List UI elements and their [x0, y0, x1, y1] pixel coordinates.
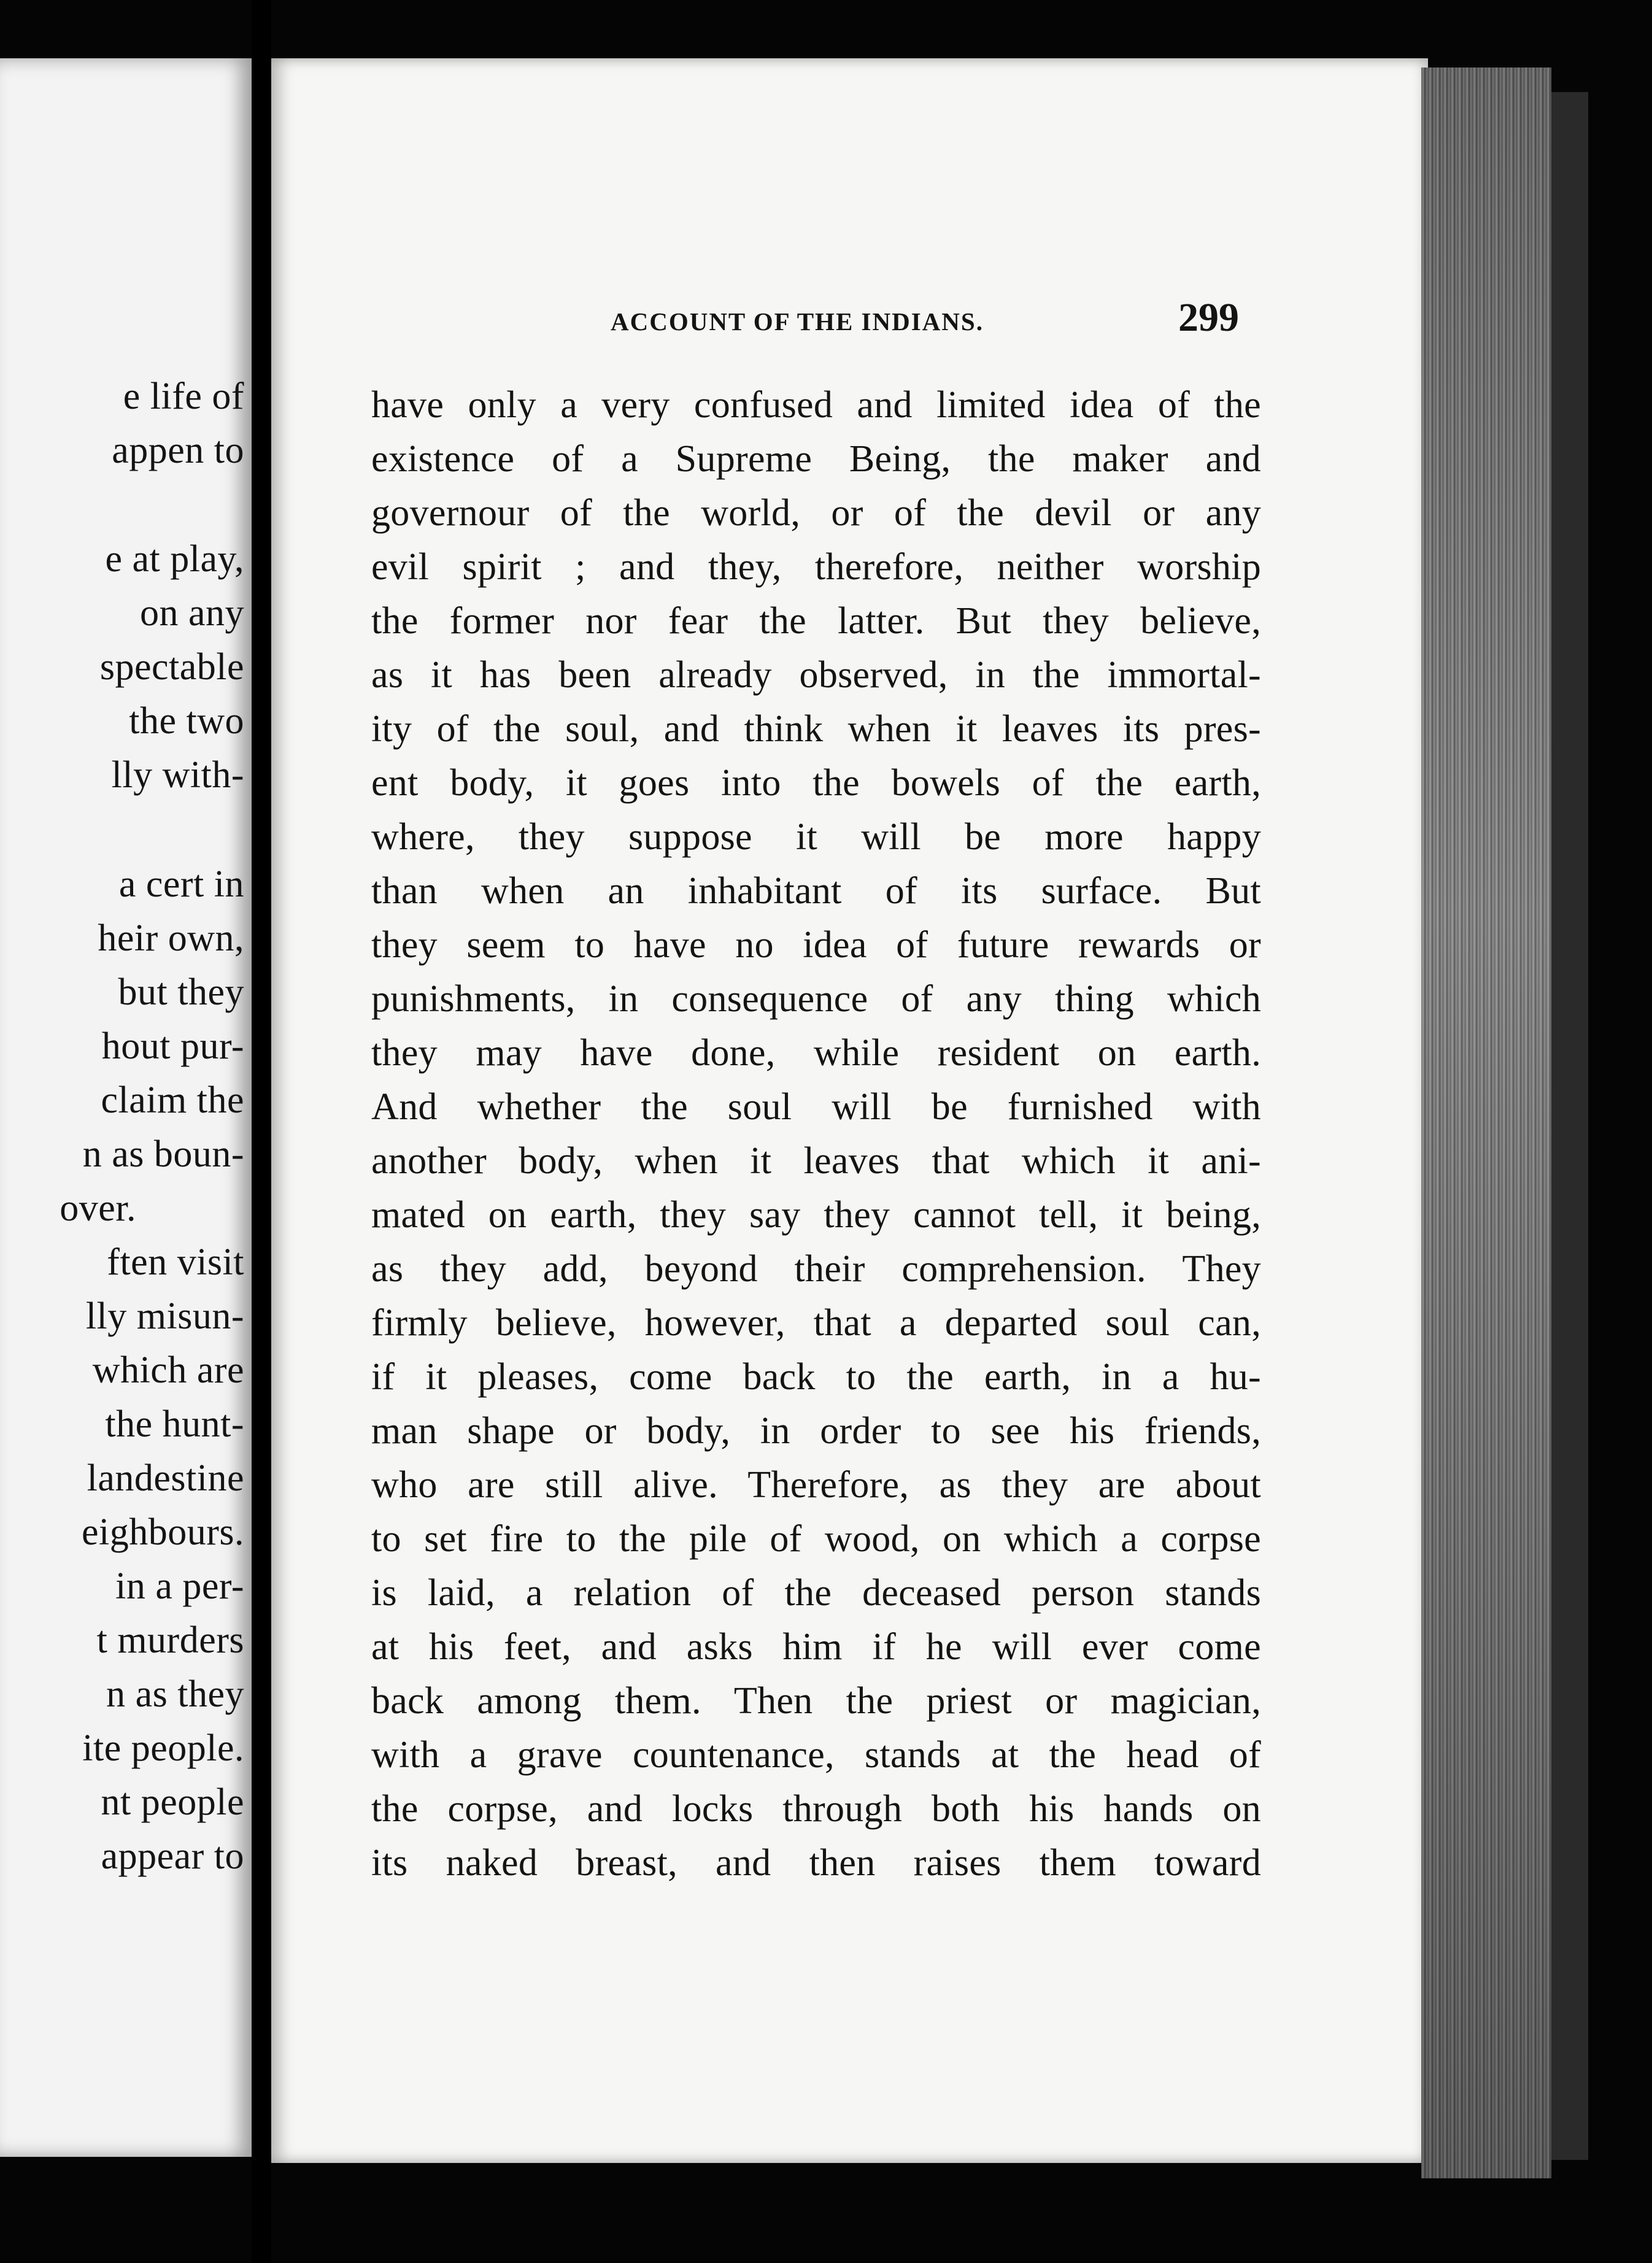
- left-text-line: which are: [92, 1349, 244, 1391]
- body-text-line: its naked breast, and then raises them toward: [371, 1842, 1261, 1884]
- body-text-line: ent body, it goes into the bowels of the earth,: [371, 762, 1261, 804]
- left-text-line: lly misun-: [85, 1295, 244, 1337]
- body-text-line: another body, when it leaves that which it ani-: [371, 1140, 1261, 1182]
- body-text-line: back among them. Then the priest or magician,: [371, 1680, 1261, 1722]
- left-text-line: the hunt-: [105, 1403, 244, 1445]
- left-text-line: spectable: [99, 646, 244, 688]
- left-text-line: on any: [139, 592, 244, 634]
- left-text-line: ften visit: [107, 1241, 244, 1283]
- body-text-line: punishments, in consequence of any thing which: [371, 978, 1261, 1020]
- body-text-line: have only a very confused and limited idea of the: [371, 384, 1261, 426]
- body-text-line: if it pleases, come back to the earth, in a hu-: [371, 1356, 1261, 1398]
- left-text-line: claim the: [101, 1079, 244, 1121]
- left-text-line: a cert in: [118, 863, 244, 905]
- body-text-line: to set fire to the pile of wood, on which a corpse: [371, 1518, 1261, 1560]
- body-text-line: as it has been already observed, in the immortal-: [371, 654, 1261, 696]
- body-text-line: as they add, beyond their comprehension. They: [371, 1248, 1261, 1290]
- left-text-line: landestine: [87, 1457, 244, 1499]
- left-text-line: ite people.: [82, 1727, 244, 1769]
- page-number: 299: [1178, 295, 1239, 340]
- body-text-line: governour of the world, or of the devil or any: [371, 492, 1261, 534]
- left-page: [0, 58, 252, 2157]
- cover-edge: [1551, 92, 1588, 2160]
- body-text-line: ity of the soul, and think when it leaves its pres-: [371, 708, 1261, 750]
- body-text-line: they seem to have no idea of future rewards or: [371, 924, 1261, 966]
- left-text-line: n as they: [106, 1673, 244, 1715]
- body-text-line: mated on earth, they say they cannot tell, it being,: [371, 1194, 1261, 1236]
- left-text-line: e at play,: [105, 538, 244, 580]
- body-text-line: the corpse, and locks through both his hands on: [371, 1788, 1261, 1830]
- body-text-line: who are still alive. Therefore, as they are about: [371, 1464, 1261, 1506]
- body-text-line: existence of a Supreme Being, the maker and: [371, 438, 1261, 480]
- left-text-line: eighbours.: [81, 1511, 244, 1553]
- body-text-line: at his feet, and asks him if he will ever come: [371, 1626, 1261, 1668]
- body-text-line: than when an inhabitant of its surface. But: [371, 870, 1261, 912]
- left-text-line: appear to: [101, 1835, 244, 1877]
- left-text-line: appen to: [112, 430, 244, 471]
- book-gutter: [252, 0, 271, 2263]
- left-text-line: lly with-: [111, 754, 244, 796]
- body-text-line: man shape or body, in order to see his friends,: [371, 1410, 1261, 1452]
- left-text-line: but they: [118, 971, 244, 1013]
- body-text-line: evil spirit ; and they, therefore, neither worship: [371, 546, 1261, 588]
- left-text-line: n as boun-: [82, 1133, 244, 1175]
- left-text-line: e life of: [123, 376, 244, 417]
- left-text-line: the two: [129, 700, 244, 742]
- left-text-line: over.: [60, 1187, 136, 1229]
- body-text-line: And whether the soul will be furnished with: [371, 1086, 1261, 1128]
- left-text-line: hout pur-: [101, 1025, 244, 1067]
- body-text-line: they may have done, while resident on earth.: [371, 1032, 1261, 1074]
- left-text-line: in a per-: [115, 1565, 244, 1607]
- body-text-line: with a grave countenance, stands at the head of: [371, 1734, 1261, 1776]
- body-text-line: the former nor fear the latter. But they believe,: [371, 600, 1261, 642]
- body-text-line: is laid, a relation of the deceased person stands: [371, 1572, 1261, 1614]
- left-text-line: heir own,: [98, 917, 244, 959]
- left-text-line: nt people: [101, 1781, 244, 1823]
- page-block-edge: [1421, 67, 1551, 2178]
- body-text-line: firmly believe, however, that a departed soul can,: [371, 1302, 1261, 1344]
- running-head: ACCOUNT OF THE INDIANS.: [611, 307, 984, 336]
- left-text-line: t murders: [96, 1619, 244, 1661]
- body-text-line: where, they suppose it will be more happy: [371, 816, 1261, 858]
